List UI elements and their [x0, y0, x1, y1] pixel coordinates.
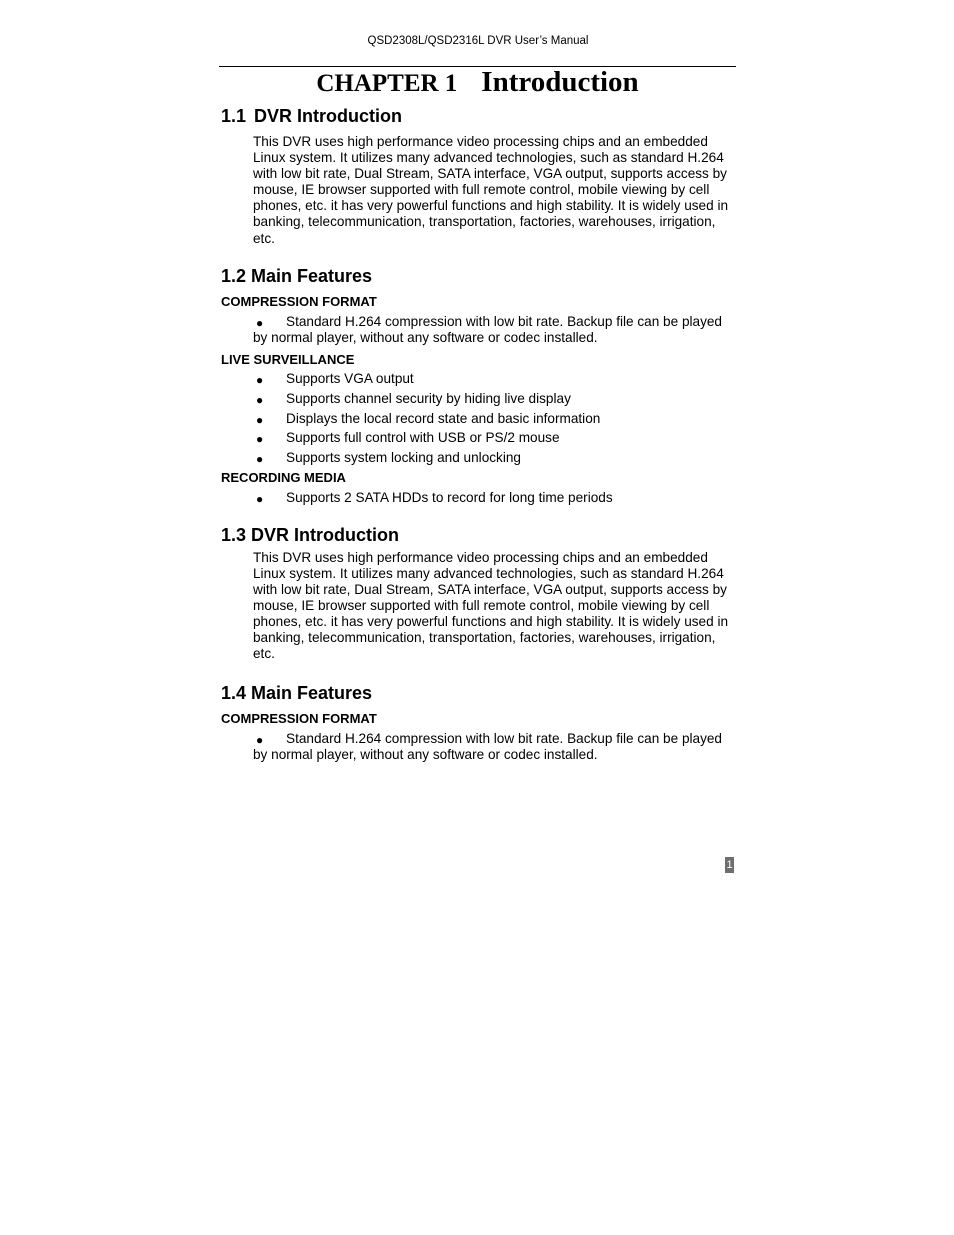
bullet-icon: ●	[256, 315, 264, 330]
chapter-title	[219, 66, 736, 99]
section-heading-1-4: 1.4 Main Features	[221, 682, 373, 703]
bullet-list-live-surveillance	[221, 371, 736, 465]
section-heading-1-3: 1.3 DVR Introduction	[221, 524, 400, 545]
bullet-text: Standard H.264 compression with low bit rate. Backup file can be played by normal player, without any software or codec installed.	[253, 730, 722, 762]
bullet-item	[221, 450, 736, 466]
bullet-text: Supports system locking and unlocking	[286, 449, 521, 465]
section-paragraph-1-1: This DVR uses high performance video processing chips and an embedded Linux system. It utilizes many advanced technologies, such as standard H.264 with low bit rate, Dual Stream, SATA interface, VGA output, supports access by mouse, IE browser supported with full remote control, mobile viewing by cell phones, etc. it has very powerful functions and high stability. It is widely used in banking, telecommunication, transportation, factories, warehouses, irrigation, etc.	[253, 134, 729, 246]
bullet-item	[221, 731, 736, 763]
bullet-text: Supports VGA output	[286, 371, 414, 387]
bullet-item	[221, 490, 736, 506]
bullet-item	[221, 430, 736, 446]
running-header: QSD2308L/QSD2316L DVR User’s Manual	[367, 35, 589, 47]
subheading-recording-media: RECORDING MEDIA	[221, 469, 346, 485]
section-title: DVR Introduction	[254, 106, 403, 126]
section-heading-1-1	[221, 104, 736, 128]
bullet-text: Supports full control with USB or PS/2 mouse	[286, 430, 560, 446]
subheading-compression-format: COMPRESSION FORMAT	[221, 293, 377, 309]
bullet-icon: ●	[256, 491, 264, 506]
bullet-item	[221, 391, 736, 407]
bullet-icon: ●	[256, 392, 264, 407]
bullet-item	[221, 314, 736, 346]
section-paragraph-1-3: This DVR uses high performance video processing chips and an embedded Linux system. It utilizes many advanced technologies, such as standard H.264 with low bit rate, Dual Stream, SATA interface, VGA output, supports access by mouse, IE browser supported with full remote control, mobile viewing by cell phones, etc. it has very powerful functions and high stability. It is widely used in banking, telecommunication, transportation, factories, warehouses, irrigation, etc.	[253, 549, 729, 662]
subheading-compression-format: COMPRESSION FORMAT	[221, 710, 377, 726]
page-content	[221, 104, 736, 763]
bullet-item	[221, 371, 736, 387]
bullet-icon: ●	[256, 732, 264, 747]
subheading-live-surveillance: LIVE SURVEILLANCE	[221, 351, 355, 367]
bullet-text: Supports 2 SATA HDDs to record for long time periods	[286, 489, 613, 505]
bullet-text: Standard H.264 compression with low bit rate. Backup file can be played by normal player, without any software or codec installed.	[253, 313, 722, 345]
bullet-icon: ●	[256, 412, 264, 427]
section-number: 1.1	[221, 106, 247, 126]
section-heading-1-2: 1.2 Main Features	[221, 265, 373, 286]
page-number: 1	[726, 859, 733, 871]
bullet-icon: ●	[256, 451, 264, 466]
bullet-icon: ●	[256, 432, 264, 447]
bullet-icon: ●	[256, 373, 264, 388]
chapter-number: CHAPTER 1	[316, 70, 458, 97]
chapter-name: Introduction	[481, 66, 639, 98]
bullet-text: Supports channel security by hiding live display	[286, 390, 571, 406]
bullet-item	[221, 411, 736, 427]
bullet-text: Displays the local record state and basic information	[286, 410, 601, 426]
